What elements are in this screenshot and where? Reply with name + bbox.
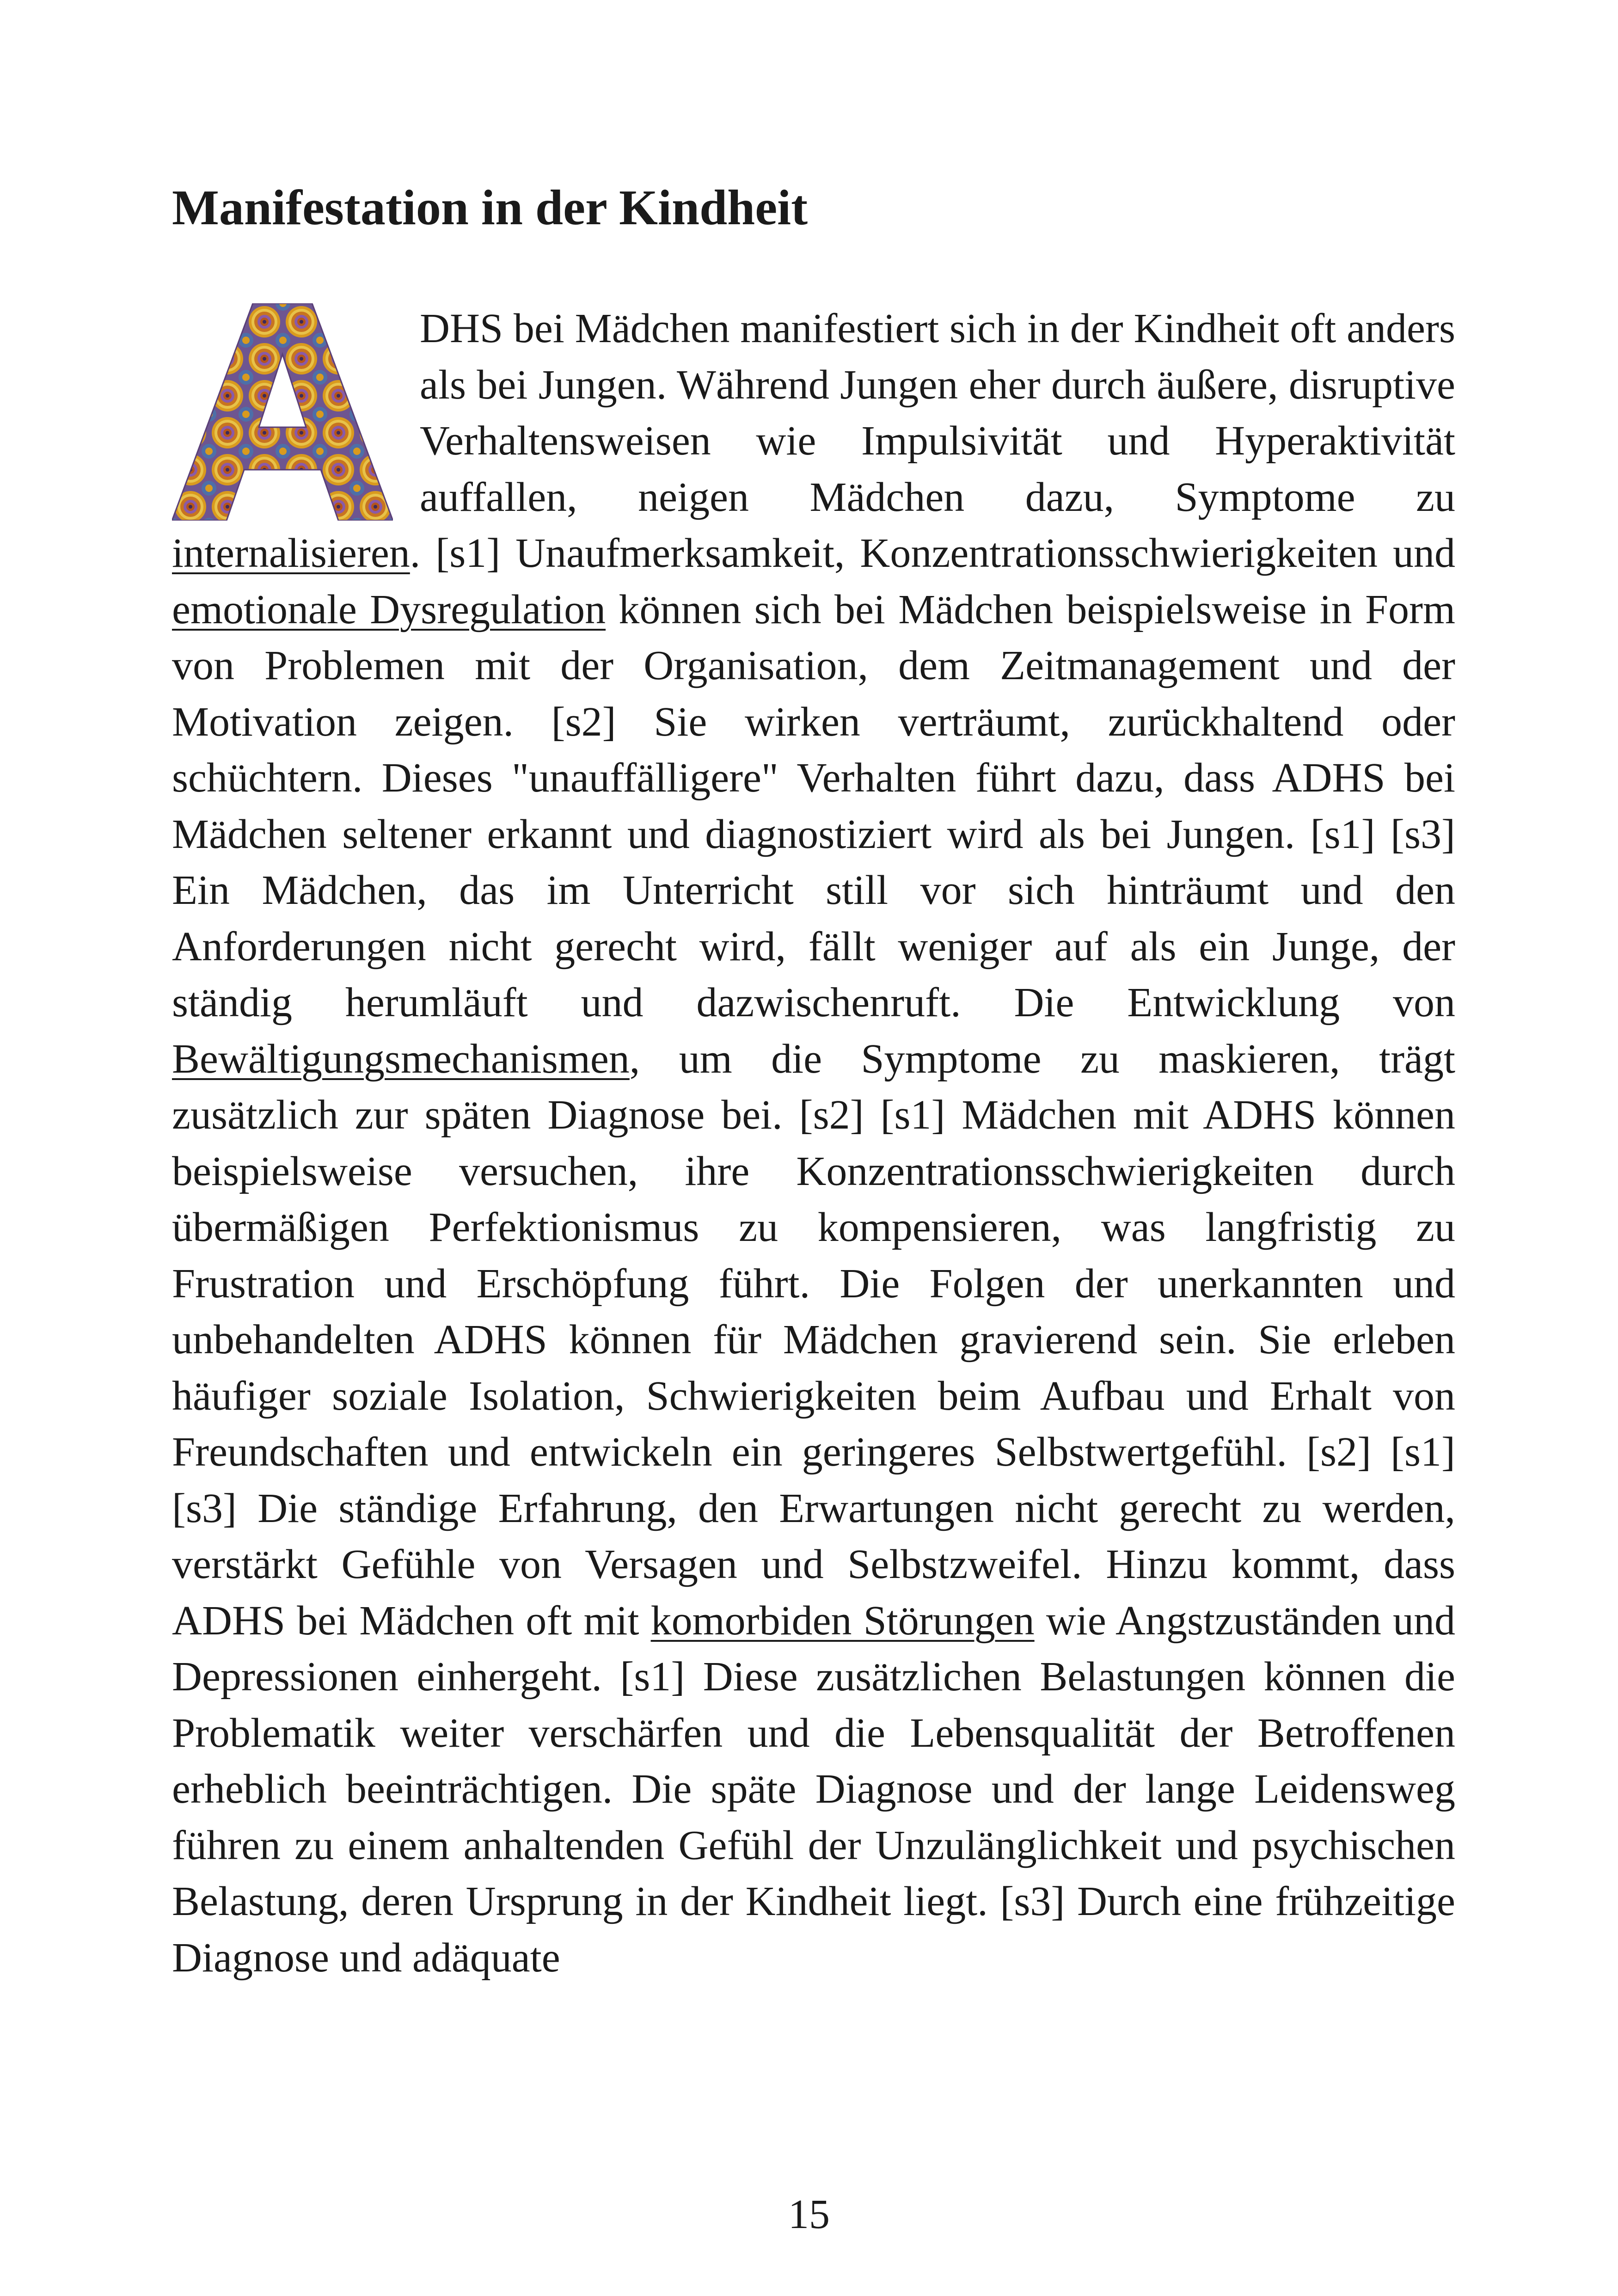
first-word-rest: DHS [420, 306, 503, 351]
segment-0: bei Mädchen manifestiert sich in der Kindheit oft anders als bei Jungen. Während Jungen eher durch äußere, disruptive Verhaltensweisen wie Impulsivität und Hyperaktivität auffallen, neigen Mädchen dazu, Symptome zu [420, 306, 1455, 520]
link-emotionale-dysregulation[interactable]: emotionale Dysregulation [172, 586, 606, 632]
body-paragraph [172, 301, 1455, 1986]
segment-2: . [s1] Unaufmerksamkeit, Konzentrationsschwierigkeiten und [410, 530, 1455, 576]
page-content [172, 176, 1455, 1986]
link-bewaeltigungsmechanismen[interactable]: Bewältigungsmechanismen [172, 1036, 630, 1082]
link-internalisieren[interactable]: internalisieren [172, 530, 410, 576]
page-number: 15 [788, 2192, 830, 2237]
segment-6: , um die Symptome zu maskieren, trägt zusätzlich zur späten Diagnose bei. [s2] [s1] Mädchen mit ADHS können beispielsweise versuchen, ihre Konzentrationsschwierigkeiten durch übermäßigen Perfektionismus zu kompensieren, was langfristig zu Frustration und Erschöpfung führt. Die Folgen der unerkannten und unbehandelten ADHS können für Mädchen gravierend sein. Sie erleben häufiger soziale Isolation, Schwierigkeiten beim Aufbau und Erhalt von Freundschaften und entwickeln ein geringeres Selbstwertgefühl. [s2] [s1] [s3] Die ständige Erfahrung, den Erwartungen nicht gerecht zu werden, verstärkt Gefühle von Versagen und Selbstzweifel. Hinzu kommt, dass ADHS bei Mädchen oft mit [172, 1036, 1455, 1644]
chapter-heading: Manifestation in der Kindheit [172, 180, 808, 235]
link-komorbiden-stoerungen[interactable]: komorbiden Störungen [650, 1597, 1035, 1644]
segment-8: wie Angstzuständen und Depressionen einhergeht. [s1] Diese zusätzlichen Belastungen können die Problematik weiter verschärfen und die Lebensqualität der Betroffenen erheblich beeinträchtigen. Die späte Diagnose und der lange Leidensweg führen zu einem anhaltenden Gefühl der Unzulänglichkeit und psychischen Belastung, deren Ursprung in der Kindheit liegt. [s3] Durch eine frühzeitige Diagnose und adäquate [172, 1597, 1456, 1981]
segment-4: können sich bei Mädchen beispielsweise in Form von Problemen mit der Organisation, dem Zeitmanagement und der Motivation zeigen. [s2] Sie wirken verträumt, zurückhaltend oder schüchtern. Dieses "unauffälligere" Verhalten führt dazu, dass ADHS bei Mädchen seltener erkannt und diagnostiziert wird als bei Jungen. [s1] [s3] Ein Mädchen, das im Unterricht still vor sich hinträumt und den Anforderungen nicht gerecht wird, fällt weniger auf als ein Junge, der ständig herumläuft und dazwischenruft. Die Entwicklung von [172, 586, 1455, 1025]
dropcap-letter-a [172, 303, 393, 521]
